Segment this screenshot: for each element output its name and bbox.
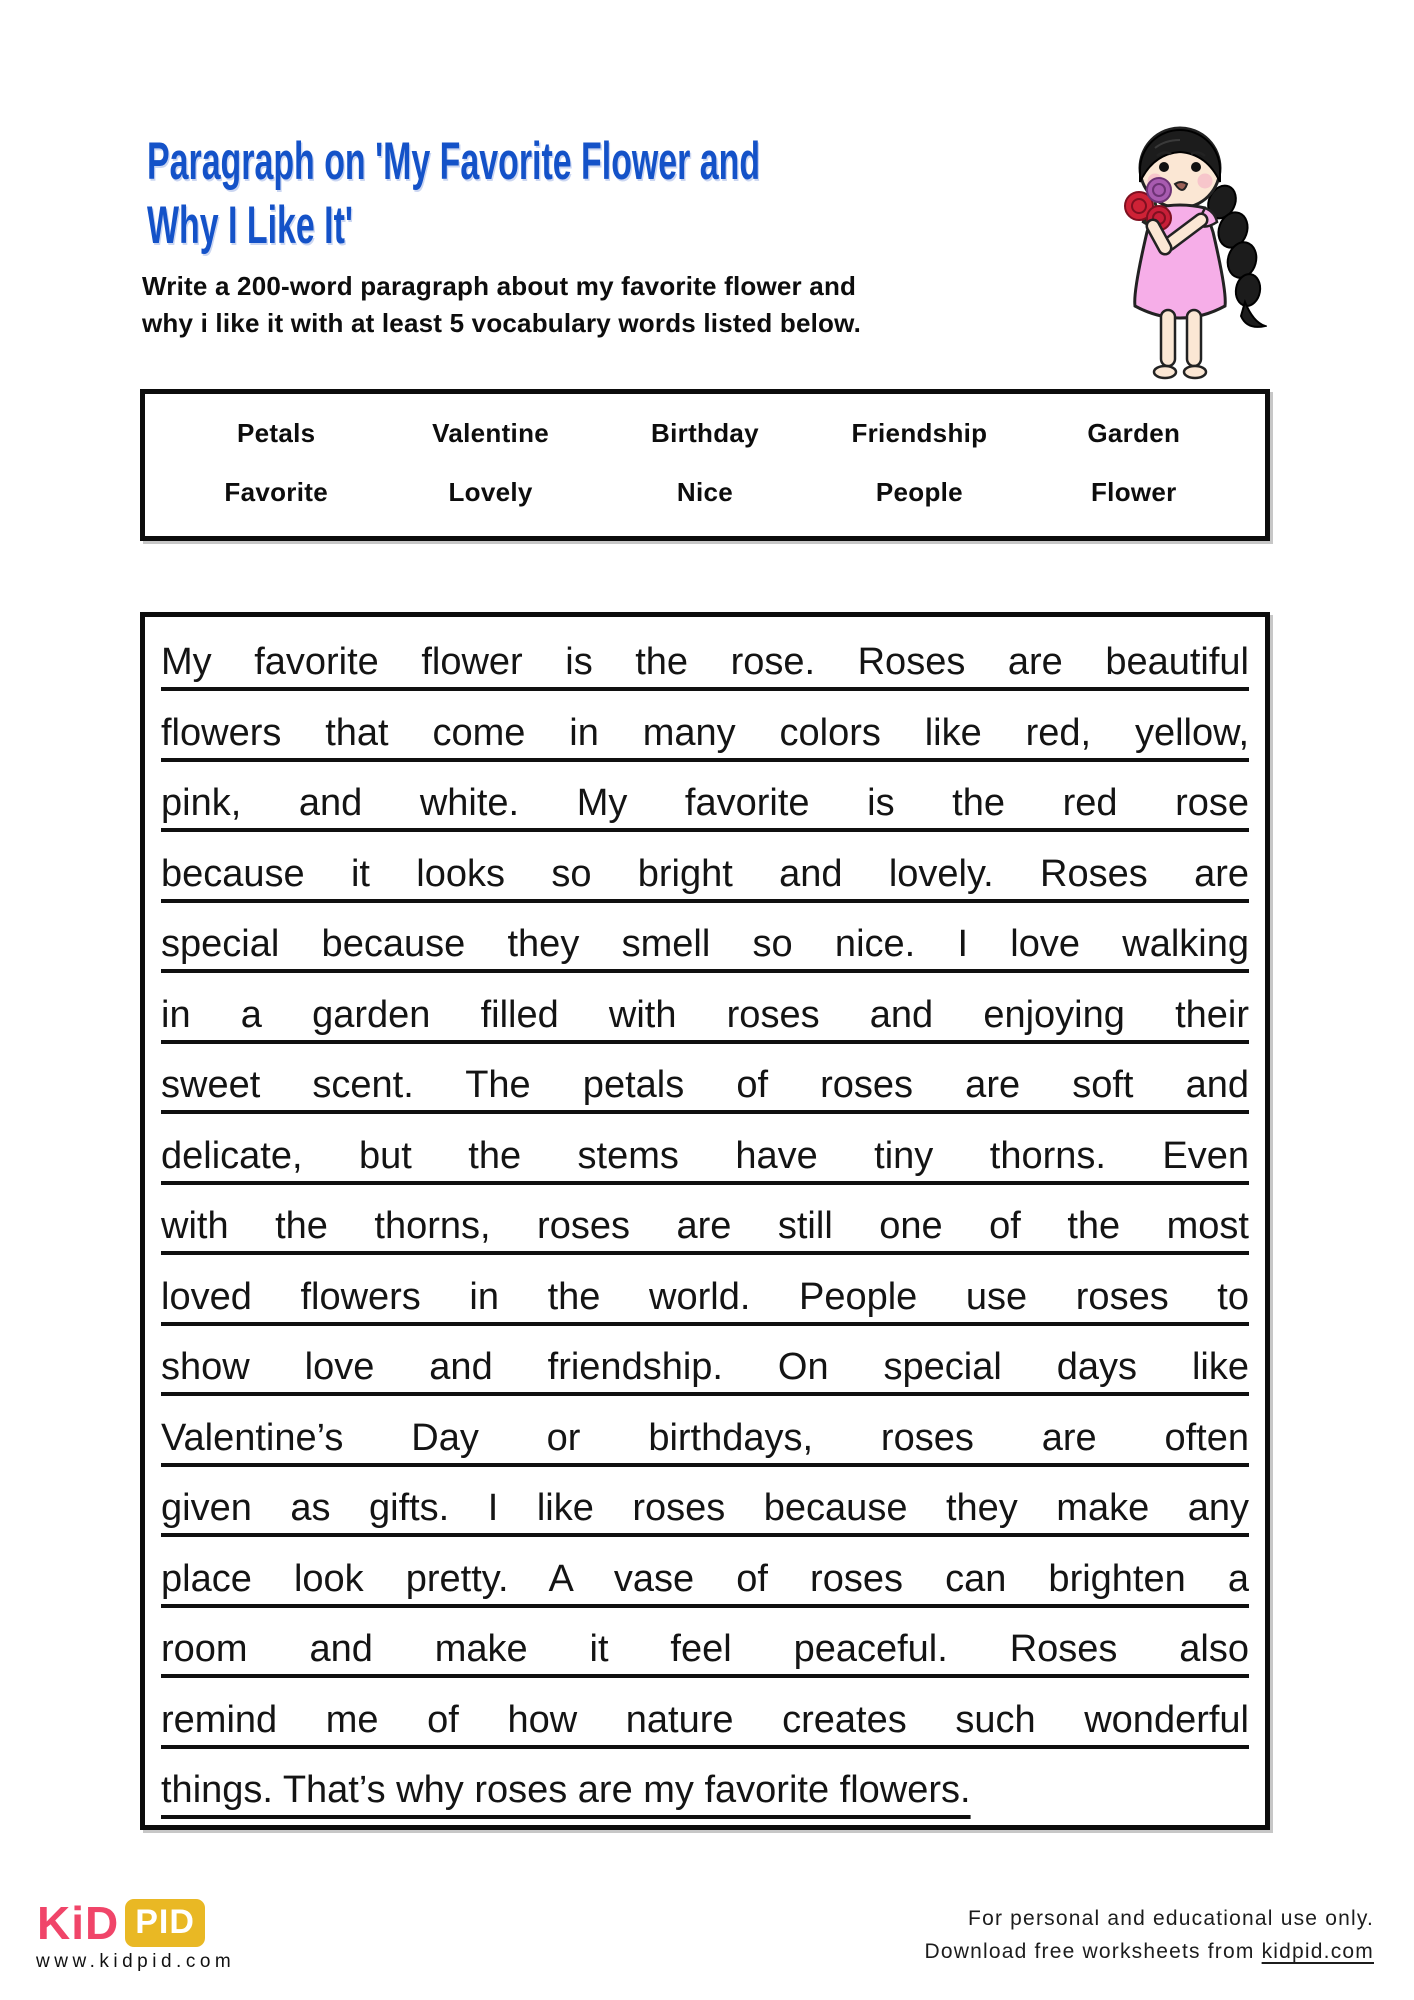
instruction-line: Write a 200-word paragraph about my favorite flower and	[142, 271, 857, 301]
paragraph-line: flowers that come in many colors like red, yellow,	[161, 711, 1249, 754]
vocab-word: Garden	[1087, 418, 1181, 448]
paragraph-line: pink, and white. My favorite is the red rose	[161, 782, 1249, 824]
vocabulary-box	[140, 389, 1270, 541]
paragraph-line: Valentine’s Day or birthdays, roses are often	[161, 1416, 1249, 1459]
vocab-word: Friendship	[851, 418, 988, 448]
paragraph-line: sweet scent. The petals of roses are soft and	[161, 1064, 1249, 1106]
usage-note-line2	[924, 1935, 1374, 1968]
usage-note-line1: For personal and educational use only.	[968, 1907, 1374, 1930]
vocab-word: Flower	[1090, 477, 1177, 507]
legs	[1154, 310, 1206, 378]
paragraph-line: room and make it feel peaceful. Roses also	[161, 1628, 1249, 1670]
usage-note	[924, 1902, 1374, 1968]
vocab-word: Favorite	[224, 477, 328, 507]
page-title-line: Paragraph on 'My Favorite Flower and	[147, 132, 761, 191]
instruction-line: why i like it with at least 5 vocabulary words listed below.	[142, 308, 862, 338]
paragraph-line: in a garden filled with roses and enjoying their	[161, 993, 1249, 1036]
page-title	[147, 130, 760, 258]
vocab-word: People	[875, 477, 963, 507]
instructions	[142, 268, 861, 342]
paragraph-line: special because they smell so nice. I love walking	[161, 923, 1249, 965]
paragraph-box	[140, 612, 1270, 1830]
paragraph-line: things. That’s why roses are my favorite flowers.	[161, 1769, 971, 1811]
paragraph-line: My favorite flower is the rose. Roses are beautiful	[161, 641, 1249, 683]
vocab-word: Nice	[676, 477, 734, 507]
logo-pid-badge: PID	[125, 1899, 205, 1947]
paragraph-line: with the thorns, roses are still one of the most	[161, 1205, 1249, 1247]
girl-with-roses-illustration	[1095, 110, 1267, 388]
paragraph-line: show love and friendship. On special days like	[161, 1346, 1249, 1388]
kidpid-link[interactable]: kidpid.com	[1261, 1940, 1374, 1963]
website-url: www.kidpid.com	[36, 1951, 236, 1972]
paragraph-line: remind me of how nature creates such wonderful	[161, 1698, 1249, 1741]
vocab-word: Birthday	[651, 418, 759, 448]
vocab-word: Valentine	[432, 418, 550, 448]
paragraph-line: delicate, but the stems have tiny thorns. Even	[161, 1134, 1249, 1177]
paragraph-line: because it looks so bright and lovely. Roses are	[161, 852, 1249, 895]
usage-note-line2-text: Download free worksheets from	[924, 1940, 1262, 1963]
paragraph-line: loved flowers in the world. People use roses to	[161, 1275, 1249, 1318]
vocab-word: Petals	[236, 418, 316, 448]
logo-kid-text: KiD	[37, 1897, 120, 1949]
page-title-line: Why I Like It'	[147, 196, 353, 255]
paragraph-line: place look pretty. A vase of roses can brighten a	[161, 1557, 1249, 1600]
paragraph-line: given as gifts. I like roses because they make any	[161, 1487, 1249, 1529]
vocab-word: Lovely	[448, 477, 533, 507]
kidpid-logo	[37, 1896, 205, 1950]
